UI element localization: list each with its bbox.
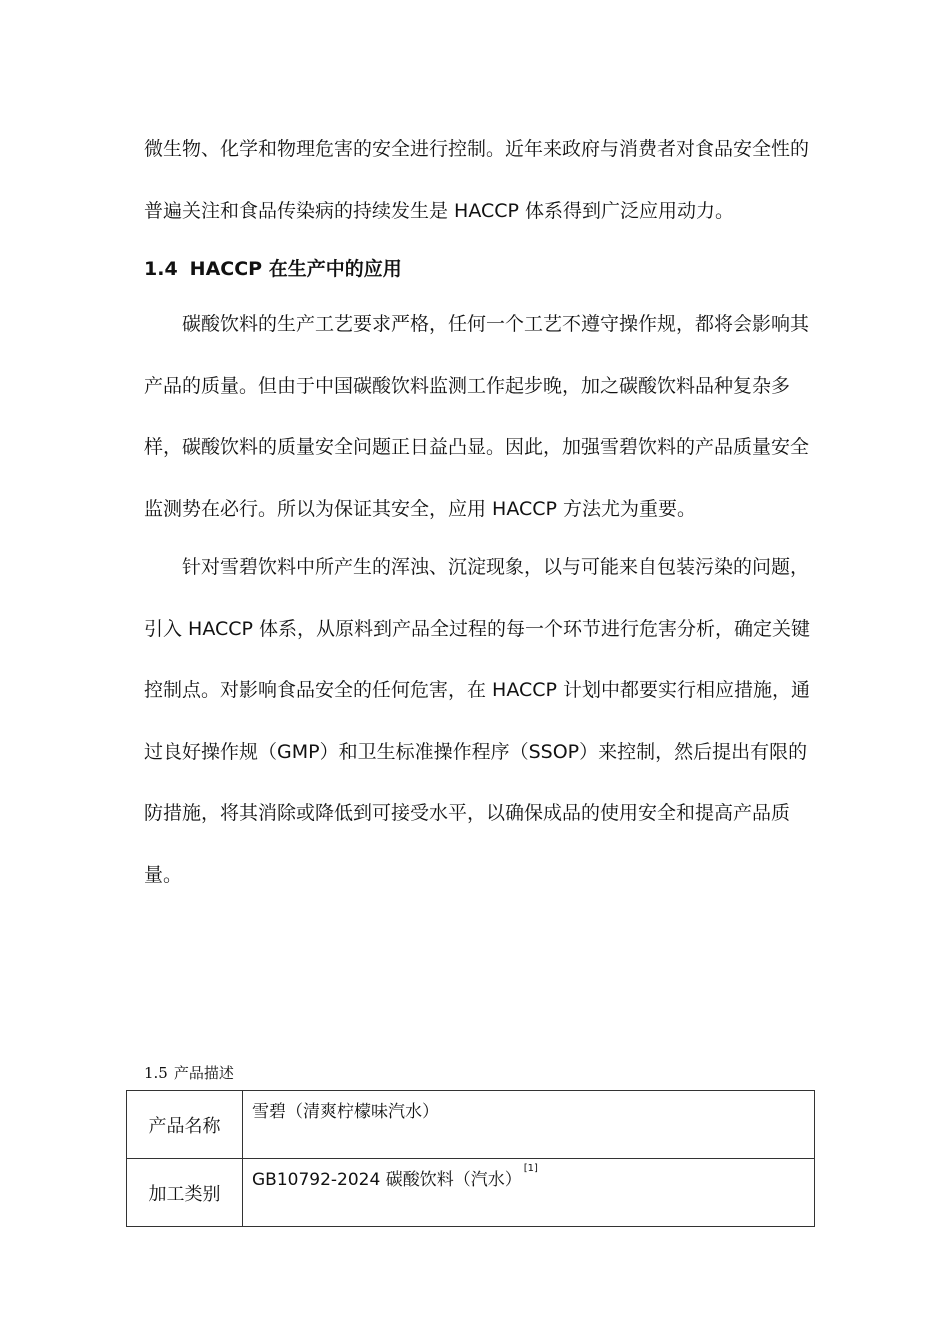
- section-heading: [144, 254, 402, 284]
- row-label: 产品名称: [127, 1091, 243, 1159]
- reference-marker[interactable]: [1]: [523, 1163, 538, 1174]
- section-number: 1.4: [144, 258, 178, 280]
- body-paragraph-1: 碳酸饮料的生产工艺要求严格，任何一个工艺不遵守操作规，都将会影响其产品的质量。但由于中国碳酸饮料监测工作起步晚，加之碳酸饮料品种复杂多样，碳酸饮料的质量安全问题正日益凸显。因此，加强雪碧饮料的产品质量安全监测势在必行。所以为保证其安全，应用 HACCP 方法尤为重要。: [144, 313, 810, 520]
- section-title: HACCP 在生产中的应用: [189, 258, 402, 280]
- product-description-table: [126, 1090, 815, 1227]
- table-caption-number: 1.5: [144, 1064, 168, 1082]
- row-value: [243, 1091, 815, 1159]
- table-row: [127, 1159, 815, 1227]
- row-value-text: 雪碧（清爽柠檬味汽水）: [252, 1102, 439, 1122]
- intro-paragraph: 微生物、化学和物理危害的安全进行控制。近年来政府与消费者对食品安全性的普遍关注和食品传染病的持续发生是 HACCP 体系得到广泛应用动力。: [144, 138, 810, 222]
- table-row: [127, 1091, 815, 1159]
- table-caption: [144, 1062, 234, 1084]
- table-caption-title: 产品描述: [173, 1064, 234, 1082]
- row-value: [243, 1159, 815, 1227]
- body-paragraph-2: 针对雪碧饮料中所产生的浑浊、沉淀现象，以与可能来自包装污染的问题，引入 HACCP 体系，从原料到产品全过程的每一个环节进行危害分析，确定关键控制点。对影响食品安全的任何危害，在 HACCP 计划中都要实行相应措施，通过良好操作规（GMP）和卫生标准操作程序（SSOP）来控制，然后提出有限的防措施，将其消除或降低到可接受水平，以确保成品的使用安全和提高产品质量。: [144, 556, 811, 886]
- row-label: 加工类别: [127, 1159, 243, 1227]
- row-value-text: GB10792-2024 碳酸饮料（汽水）: [252, 1170, 522, 1190]
